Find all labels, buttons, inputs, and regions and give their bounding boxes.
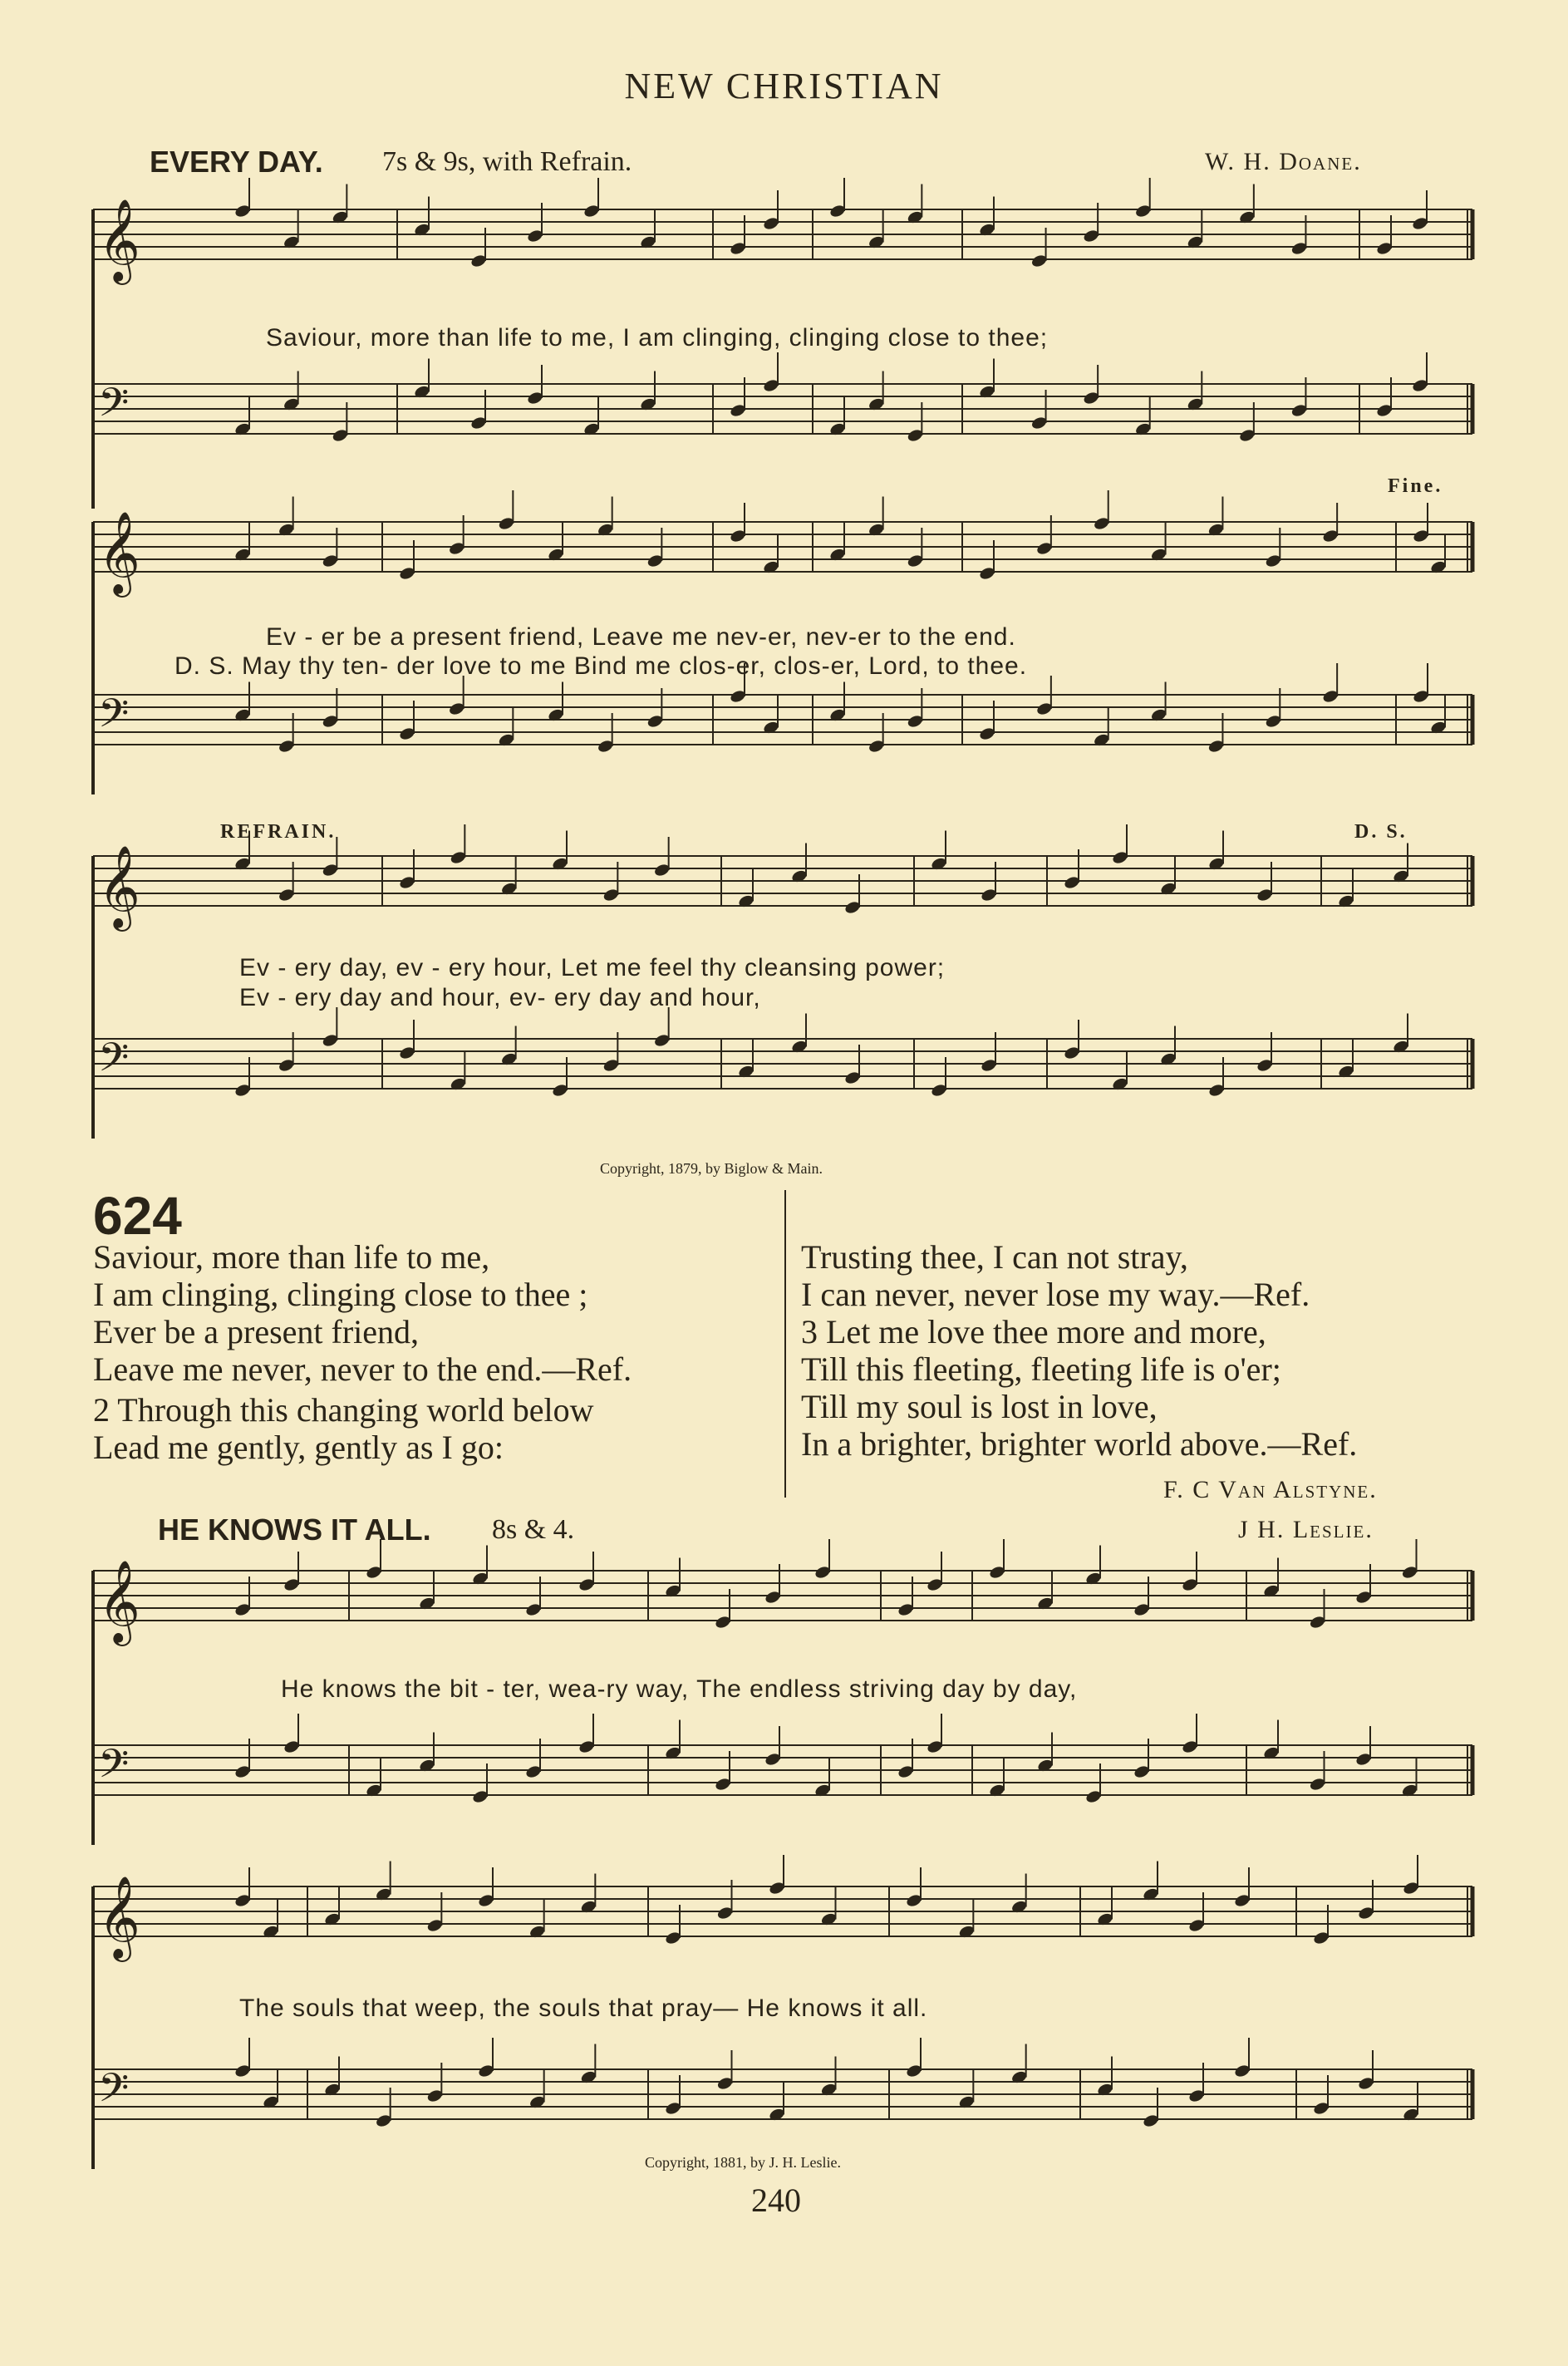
verse-line: Till this fleeting, fleeting life is o'er; — [801, 1350, 1281, 1388]
bass-clef-icon: 𝄢 — [98, 690, 130, 746]
treble-clef-icon: 𝄞 — [98, 199, 140, 282]
verse-line: I am clinging, clinging close to thee ; — [93, 1276, 588, 1313]
hymn-number: 624 — [93, 1186, 182, 1246]
hymn2-title: HE KNOWS IT ALL. — [158, 1513, 431, 1547]
verse-line: Ever be a present friend, — [93, 1313, 420, 1350]
verse-line: Till my soul is lost in love, — [801, 1388, 1158, 1425]
hymn1-lyric-line3a: Ev - ery day, ev - ery hour, Let me feel thy cleansing power; — [239, 954, 946, 981]
bass-clef-icon: 𝄢 — [98, 379, 130, 435]
hymn1-lyric-line2b: D. S. May thy ten- der love to me Bind me clos-er, clos-er, Lord, to thee. — [174, 652, 1028, 680]
verse-line: In a brighter, brighter world above.—Ref. — [801, 1425, 1358, 1463]
hymn1-composer: W. H. Doane. — [1205, 148, 1362, 175]
bass-clef-icon: 𝄢 — [98, 2064, 130, 2121]
verse-right — [801, 1238, 1357, 1463]
hymn1-lyric-line2a: Ev - er be a present friend, Leave me nev-er, nev-er to the end. — [266, 623, 1016, 651]
hymn1-title: EVERY DAY. — [150, 145, 323, 179]
page-header: NEW CHRISTIAN — [624, 66, 944, 106]
verse-line: I can never, never lose my way.—Ref. — [801, 1276, 1310, 1313]
text-author: F. C Van Alstyne. — [1163, 1476, 1378, 1503]
verse-line: Saviour, more than life to me, — [93, 1238, 490, 1276]
hymn1-lyric-line1: Saviour, more than life to me, I am clinging, clinging close to thee; — [266, 324, 1049, 352]
refrain-mark: REFRAIN. — [220, 821, 337, 843]
treble-clef-icon: 𝄞 — [98, 845, 140, 928]
treble-clef-icon: 𝄞 — [98, 1560, 140, 1643]
verse-line: 2 Through this changing world below — [93, 1391, 594, 1429]
verse-left — [93, 1238, 632, 1466]
page-number: 240 — [751, 2182, 801, 2219]
fine-mark: Fine. — [1388, 475, 1443, 497]
hymn1-meter: 7s & 9s, with Refrain. — [382, 146, 632, 177]
bass-clef-icon: 𝄢 — [98, 1034, 130, 1090]
treble-clef-icon: 𝄞 — [98, 1876, 140, 1959]
hymn2-lyric-line1: He knows the bit - ter, wea-ry way, The endless striving day by day, — [281, 1675, 1078, 1703]
verse-line: Lead me gently, gently as I go: — [93, 1429, 504, 1466]
hymn2-lyric-line2: The souls that weep, the souls that pray— He knows it all. — [239, 1995, 928, 2022]
column-divider — [784, 1190, 786, 1498]
bass-clef-icon: 𝄢 — [98, 1740, 130, 1797]
hymn2-composer: J H. Leslie. — [1238, 1516, 1374, 1543]
hymn1-copyright: Copyright, 1879, by Biglow & Main. — [600, 1160, 823, 1177]
verse-line: Trusting thee, I can not stray, — [801, 1238, 1188, 1276]
hymn1-lyric-line3b: Ev - ery day and hour, ev- ery day and hour, — [239, 984, 761, 1011]
treble-clef-icon: 𝄞 — [98, 511, 140, 594]
hymn2-copyright: Copyright, 1881, by J. H. Leslie. — [645, 2154, 841, 2171]
ds-mark: D. S. — [1354, 821, 1408, 843]
verse-line: 3 Let me love thee more and more, — [801, 1313, 1266, 1350]
hymn2-meter: 8s & 4. — [492, 1514, 575, 1545]
verse-line: Leave me never, never to the end.—Ref. — [93, 1350, 632, 1388]
